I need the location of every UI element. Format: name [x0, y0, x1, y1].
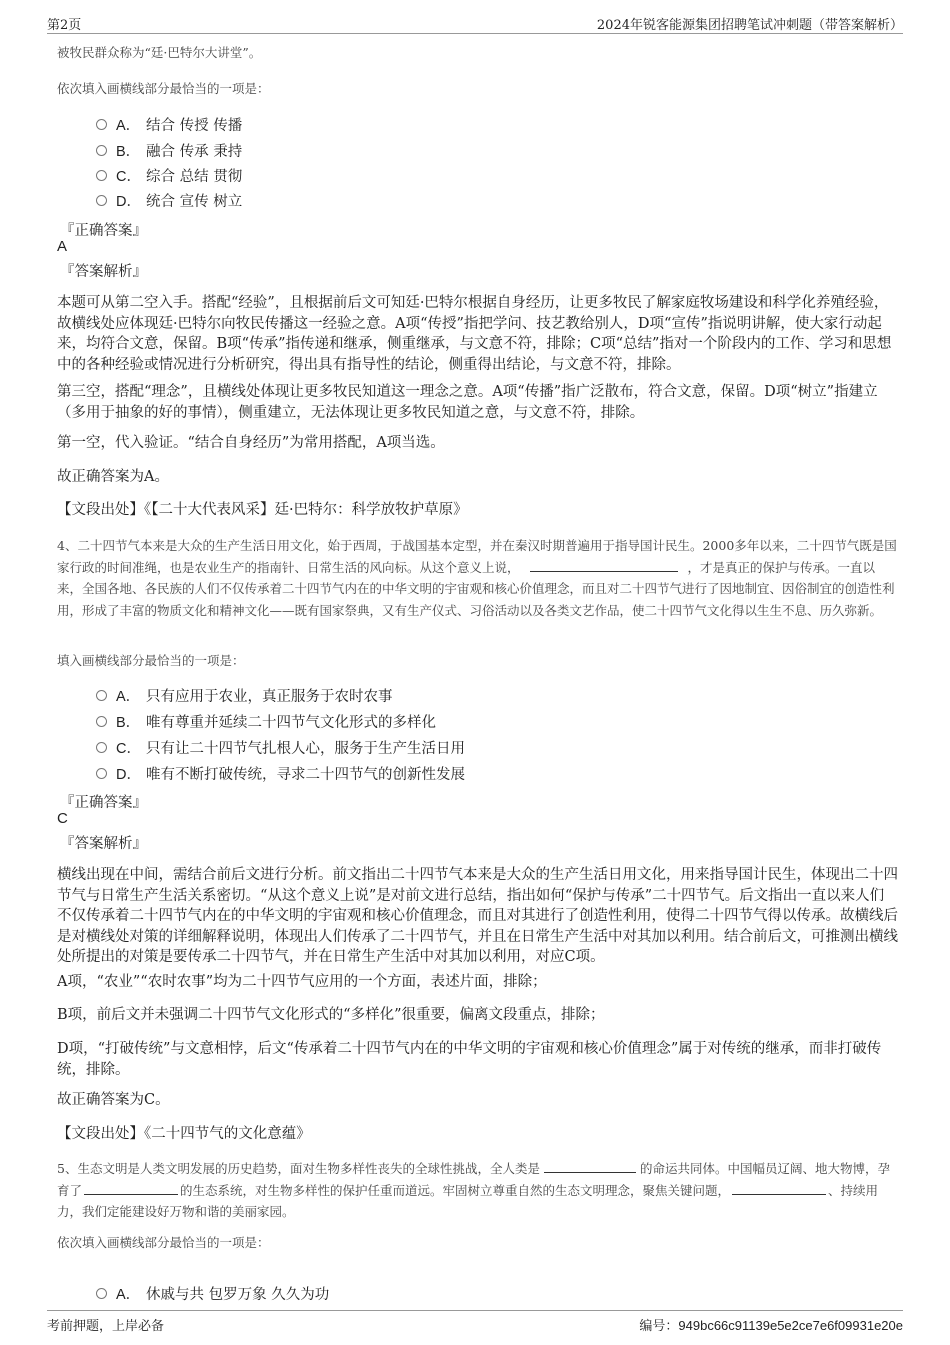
radio-icon[interactable]	[96, 1288, 107, 1299]
q3-answer: A	[57, 238, 68, 255]
fill-blank	[84, 1180, 178, 1195]
q3-option-d[interactable]	[96, 189, 242, 211]
option-letter: A．	[116, 688, 141, 705]
q3-analysis-p2: 第三空，搭配“理念”，且横线处体现让更多牧民知道这一理念之意。A项“传播”指广泛散布，符合文意，保留。D项“树立”指建立（多用于抽象的好的事情），侧重建立，无法体现让更多牧民知道之意，与文意不符，排除。	[57, 384, 878, 421]
q4-answer-label: 『正确答案』	[60, 795, 147, 811]
q4-option-a[interactable]	[96, 684, 393, 706]
footer-slogan: 考前押题，上岸必备	[47, 1319, 165, 1334]
q5-stem	[57, 1158, 898, 1223]
option-text: 统合 宣传 树立	[146, 193, 243, 210]
q5-stem-2: 的命运共同体。中国幅员辽阔、地大物博，孕育了	[57, 1161, 890, 1198]
option-letter: C．	[116, 740, 141, 757]
q5-stem-3: 的生态系统，对生物多样性的保护任重而道远。牢固树立尊重自然的生态文明理念，聚焦关键问题，	[180, 1182, 731, 1198]
q4-answer: C	[57, 810, 68, 827]
q3-stem-tail: 被牧民群众称为“廷·巴特尔大讲堂”。	[57, 45, 262, 60]
q3-option-b[interactable]	[96, 139, 242, 161]
q3-option-a[interactable]	[96, 113, 242, 135]
page-number: 第2页	[47, 18, 82, 33]
q5-option-a[interactable]	[96, 1282, 329, 1304]
option-letter: A．	[116, 1286, 141, 1303]
option-text: 唯有不断打破传统，寻求二十四节气的创新性发展	[146, 766, 465, 783]
page-footer	[47, 1310, 903, 1335]
option-text: 唯有尊重并延续二十四节气文化形式的多样化	[146, 714, 436, 731]
q3-analysis-p4: 故正确答案为A。	[57, 469, 169, 485]
radio-icon[interactable]	[96, 170, 107, 181]
document-title: 2024年锐客能源集团招聘笔试冲刺题（带答案解析）	[596, 18, 903, 33]
q4-stem	[57, 535, 898, 621]
option-text: 结合 传授 传播	[146, 117, 243, 134]
option-letter: D．	[116, 193, 141, 210]
page-header	[47, 13, 903, 34]
radio-icon[interactable]	[96, 145, 107, 156]
option-letter: C．	[116, 168, 141, 185]
q4-stem-after: ，才是真正的保护与传承。一直以来，全国各地、各民族的人们不仅传承着二十四节气内在的中华文明的宇宙观和核心价值理念，而且对二十四节气进行了因地制宜、因俗制宜的创造性利用，形成了丰富的物质文化和精神文化——既有国家祭典，又有生产仪式、习俗活动以及各类文艺作品，使二十四节气文化得以生生不息、历久弥新。	[57, 559, 895, 618]
radio-icon[interactable]	[96, 716, 107, 727]
option-letter: B．	[116, 714, 141, 731]
q4-source: 【文段出处】《二十四节气的文化意蕴》	[57, 1126, 311, 1142]
q4-stem-before: 4、二十四节气本来是大众的生产生活日用文化，始于西周，于战国基本定型，并在秦汉时期普遍用于指导国计民生。2000多年以来，二十四节气既是国家行政的时间准绳，也是农业生产的指南针、日常生活的风向标。从这个意义上说，	[57, 538, 897, 575]
radio-icon[interactable]	[96, 768, 107, 779]
q4-analysis-p3: B项，前后文并未强调二十四节气文化形式的“多样化”很重要，偏离文段重点，排除；	[57, 1007, 605, 1023]
q3-prompt: 依次填入画横线部分最恰当的一项是：	[57, 81, 270, 96]
q4-option-c[interactable]	[96, 736, 465, 758]
option-text: 只有应用于农业，真正服务于农时农事	[146, 688, 393, 705]
q3-source: 【文段出处】《【二十大代表风采】廷·巴特尔：科学放牧护草原》	[57, 502, 468, 518]
option-text: 综合 总结 贯彻	[146, 168, 243, 185]
q4-analysis-p1: 横线出现在中间，需结合前后文进行分析。前文指出二十四节气本来是大众的生产生活日用文化，用来指导国计民生，体现出二十四节气与日常生产生活关系密切。“从这个意义上说”是对前文进行总结，指出如何“保护与传承”二十四节气。后文指出一直以来人们不仅传承着二十四节气内在的中华文明的宇宙观和核心价值理念，而且对其进行了创造性利用，使得二十四节气得以传承。故横线后是对横线处对策的详细解释说明，体现出人们传承了二十四节气，并且在日常生产生活中对其加以利用。结合前后文，可推测出横线处所提出的对策是要传承二十四节气，并在日常生产生活中对其加以利用，对应C项。	[57, 867, 898, 965]
q3-option-c[interactable]	[96, 164, 242, 186]
q5-stem-1: 5、生态文明是人类文明发展的历史趋势，面对生物多样性丧失的全球性挑战，全人类是	[57, 1161, 540, 1176]
option-letter: B．	[116, 143, 141, 160]
radio-icon[interactable]	[96, 690, 107, 701]
q5-stem-4: 、持续用力，我们定能建设好万物和谐的美丽家园。	[57, 1182, 879, 1219]
q4-analysis-p2: A项，“农业”“农时农事”均为二十四节气应用的一个方面，表述片面，排除；	[57, 974, 547, 990]
q4-prompt: 填入画横线部分最恰当的一项是：	[57, 653, 245, 668]
option-letter: D．	[116, 766, 141, 783]
q4-analysis-p4: D项，“打破传统”与文意相悖，后文“传承着二十四节气内在的中华文明的宇宙观和核心价值理念”属于对传统的继承，而非打破传统，排除。	[57, 1041, 882, 1078]
document-code: 编号：949bc66c91139e5e2ce7e6f09931e20e	[639, 1318, 903, 1333]
option-text: 只有让二十四节气扎根人心，服务于生产生活日用	[146, 740, 465, 757]
q3-answer-label: 『正确答案』	[60, 223, 147, 239]
option-text: 融合 传承 秉持	[146, 143, 243, 160]
q3-analysis-p1: 本题可从第二空入手。搭配“经验”，且根据前后文可知廷·巴特尔根据自身经历，让更多牧民了解家庭牧场建设和科学化养殖经验，故横线处应体现廷·巴特尔向牧民传播这一经验之意。A项“传授”指把学问、技艺教给别人，D项“宣传”指说明讲解，使大家行动起来，均符合文意，保留。B项“传承”指传递和继承，侧重继承，与文意不符，排除；C项“总结”指对一个阶段内的工作、学习和思想中的各种经验或情况进行分析研究，得出具有指导性的结论，侧重得出结论，与文意不符，排除。	[57, 295, 892, 373]
q4-option-b[interactable]	[96, 710, 436, 732]
fill-blank	[732, 1180, 826, 1195]
q3-analysis-p3: 第一空，代入验证。“结合自身经历”为常用搭配，A项当选。	[57, 435, 445, 451]
radio-icon[interactable]	[96, 742, 107, 753]
radio-icon[interactable]	[96, 119, 107, 130]
q4-option-d[interactable]	[96, 762, 465, 784]
q3-analysis-label: 『答案解析』	[60, 264, 147, 280]
fill-blank	[544, 1158, 636, 1173]
q4-analysis-p5: 故正确答案为C。	[57, 1092, 170, 1108]
q5-prompt: 依次填入画横线部分最恰当的一项是：	[57, 1235, 270, 1250]
q4-analysis-label: 『答案解析』	[60, 836, 147, 852]
fill-blank	[530, 557, 678, 572]
option-letter: A．	[116, 117, 141, 134]
radio-icon[interactable]	[96, 195, 107, 206]
option-text: 休戚与共 包罗万象 久久为功	[146, 1286, 330, 1303]
